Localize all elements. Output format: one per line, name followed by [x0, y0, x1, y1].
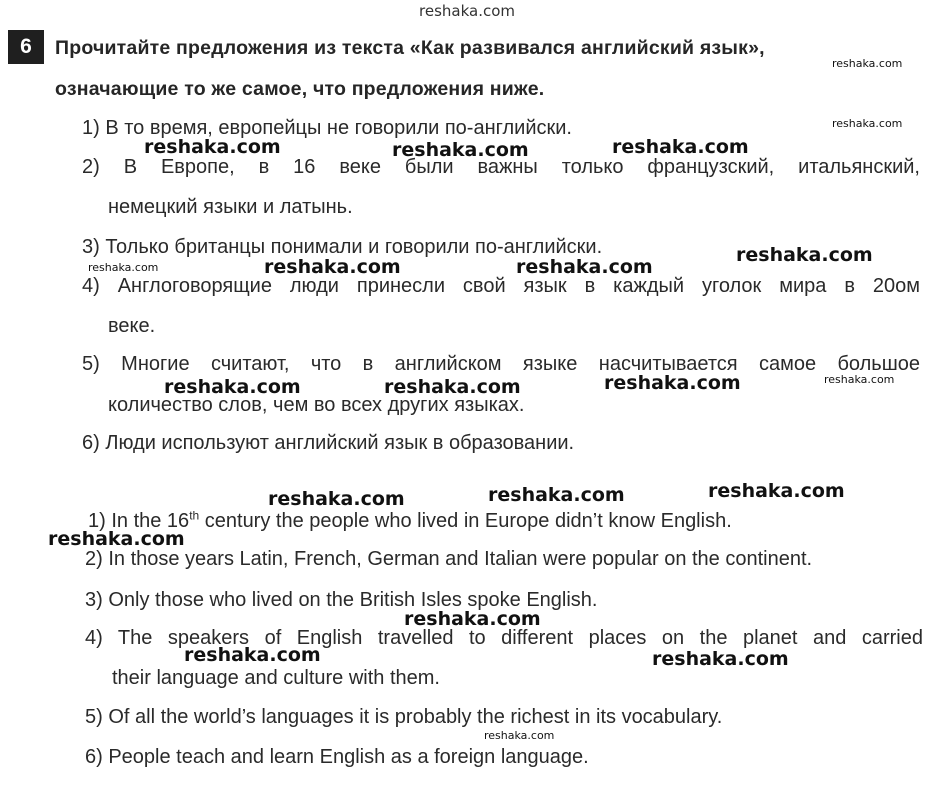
- watermark: reshaka.com: [604, 372, 741, 394]
- ru-sentence-2-cont: немецкий языки и латынь.: [108, 196, 353, 218]
- watermark-small: reshaka.com: [88, 261, 159, 274]
- watermark: reshaka.com: [404, 608, 541, 630]
- watermark: reshaka.com: [264, 256, 401, 278]
- en-sentence-4-cont: their language and culture with them.: [112, 667, 440, 689]
- watermark-small: reshaka.com: [824, 373, 895, 386]
- ru-sentence-3: 3) Только британцы понимали и говорили по-английски.: [82, 236, 603, 258]
- watermark: reshaka.com: [652, 648, 789, 670]
- en-sentence-5: 5) Of all the world’s languages it is probably the richest in its vocabulary.: [85, 706, 723, 728]
- ru-sentence-4-cont: веке.: [108, 315, 156, 337]
- en-sentence-1-end: century the people who lived in Europe didn’t know English.: [199, 510, 732, 532]
- ru-sentence-5-cont: количество слов, чем во всех других языках.: [108, 394, 525, 416]
- ru-sentence-2: 2) В Европе, в 16 веке были важны только французский, итальянский,: [82, 156, 920, 178]
- watermark: reshaka.com: [516, 256, 653, 278]
- en-sentence-2: 2) In those years Latin, French, German and Italian were popular on the continent.: [85, 548, 813, 570]
- en-sentence-6: 6) People teach and learn English as a foreign language.: [85, 746, 589, 768]
- watermark: reshaka.com: [384, 376, 521, 398]
- ru-sentence-4: 4) Англоговорящие люди принесли свой язык в каждый уголок мира в 20ом: [82, 275, 920, 297]
- watermark-small: reshaka.com: [832, 57, 903, 70]
- en-sentence-1-start: 1) In the 16: [88, 510, 190, 532]
- task-number-badge: 6: [8, 30, 44, 64]
- watermark-top: reshaka.com: [419, 2, 515, 20]
- en-sentence-3: 3) Only those who lived on the British Isles spoke English.: [85, 589, 598, 611]
- task-title-line1: Прочитайте предложения из текста «Как развивался английский язык»,: [55, 37, 765, 59]
- watermark-small: reshaka.com: [832, 117, 903, 130]
- watermark: reshaka.com: [48, 528, 185, 550]
- watermark: reshaka.com: [164, 376, 301, 398]
- watermark: reshaka.com: [708, 480, 845, 502]
- watermark: reshaka.com: [268, 488, 405, 510]
- watermark: reshaka.com: [488, 484, 625, 506]
- en-sentence-1-sup: th: [189, 508, 200, 523]
- watermark: reshaka.com: [736, 244, 873, 266]
- ru-sentence-1: 1) В то время, европейцы не говорили по-английски.: [82, 117, 572, 139]
- task-title-line2: означающие то же самое, что предложения ниже.: [55, 78, 545, 100]
- watermark: reshaka.com: [612, 136, 749, 158]
- ru-sentence-6: 6) Люди используют английский язык в образовании.: [82, 432, 575, 454]
- watermark: reshaka.com: [392, 139, 529, 161]
- watermark-small: reshaka.com: [484, 729, 555, 742]
- watermark: reshaka.com: [184, 644, 321, 666]
- ru-sentence-5: 5) Многие считают, что в английском языке насчитывается самое большое: [82, 353, 920, 375]
- en-sentence-4: 4) The speakers of English travelled to different places on the planet and carried: [85, 627, 923, 649]
- watermark: reshaka.com: [144, 136, 281, 158]
